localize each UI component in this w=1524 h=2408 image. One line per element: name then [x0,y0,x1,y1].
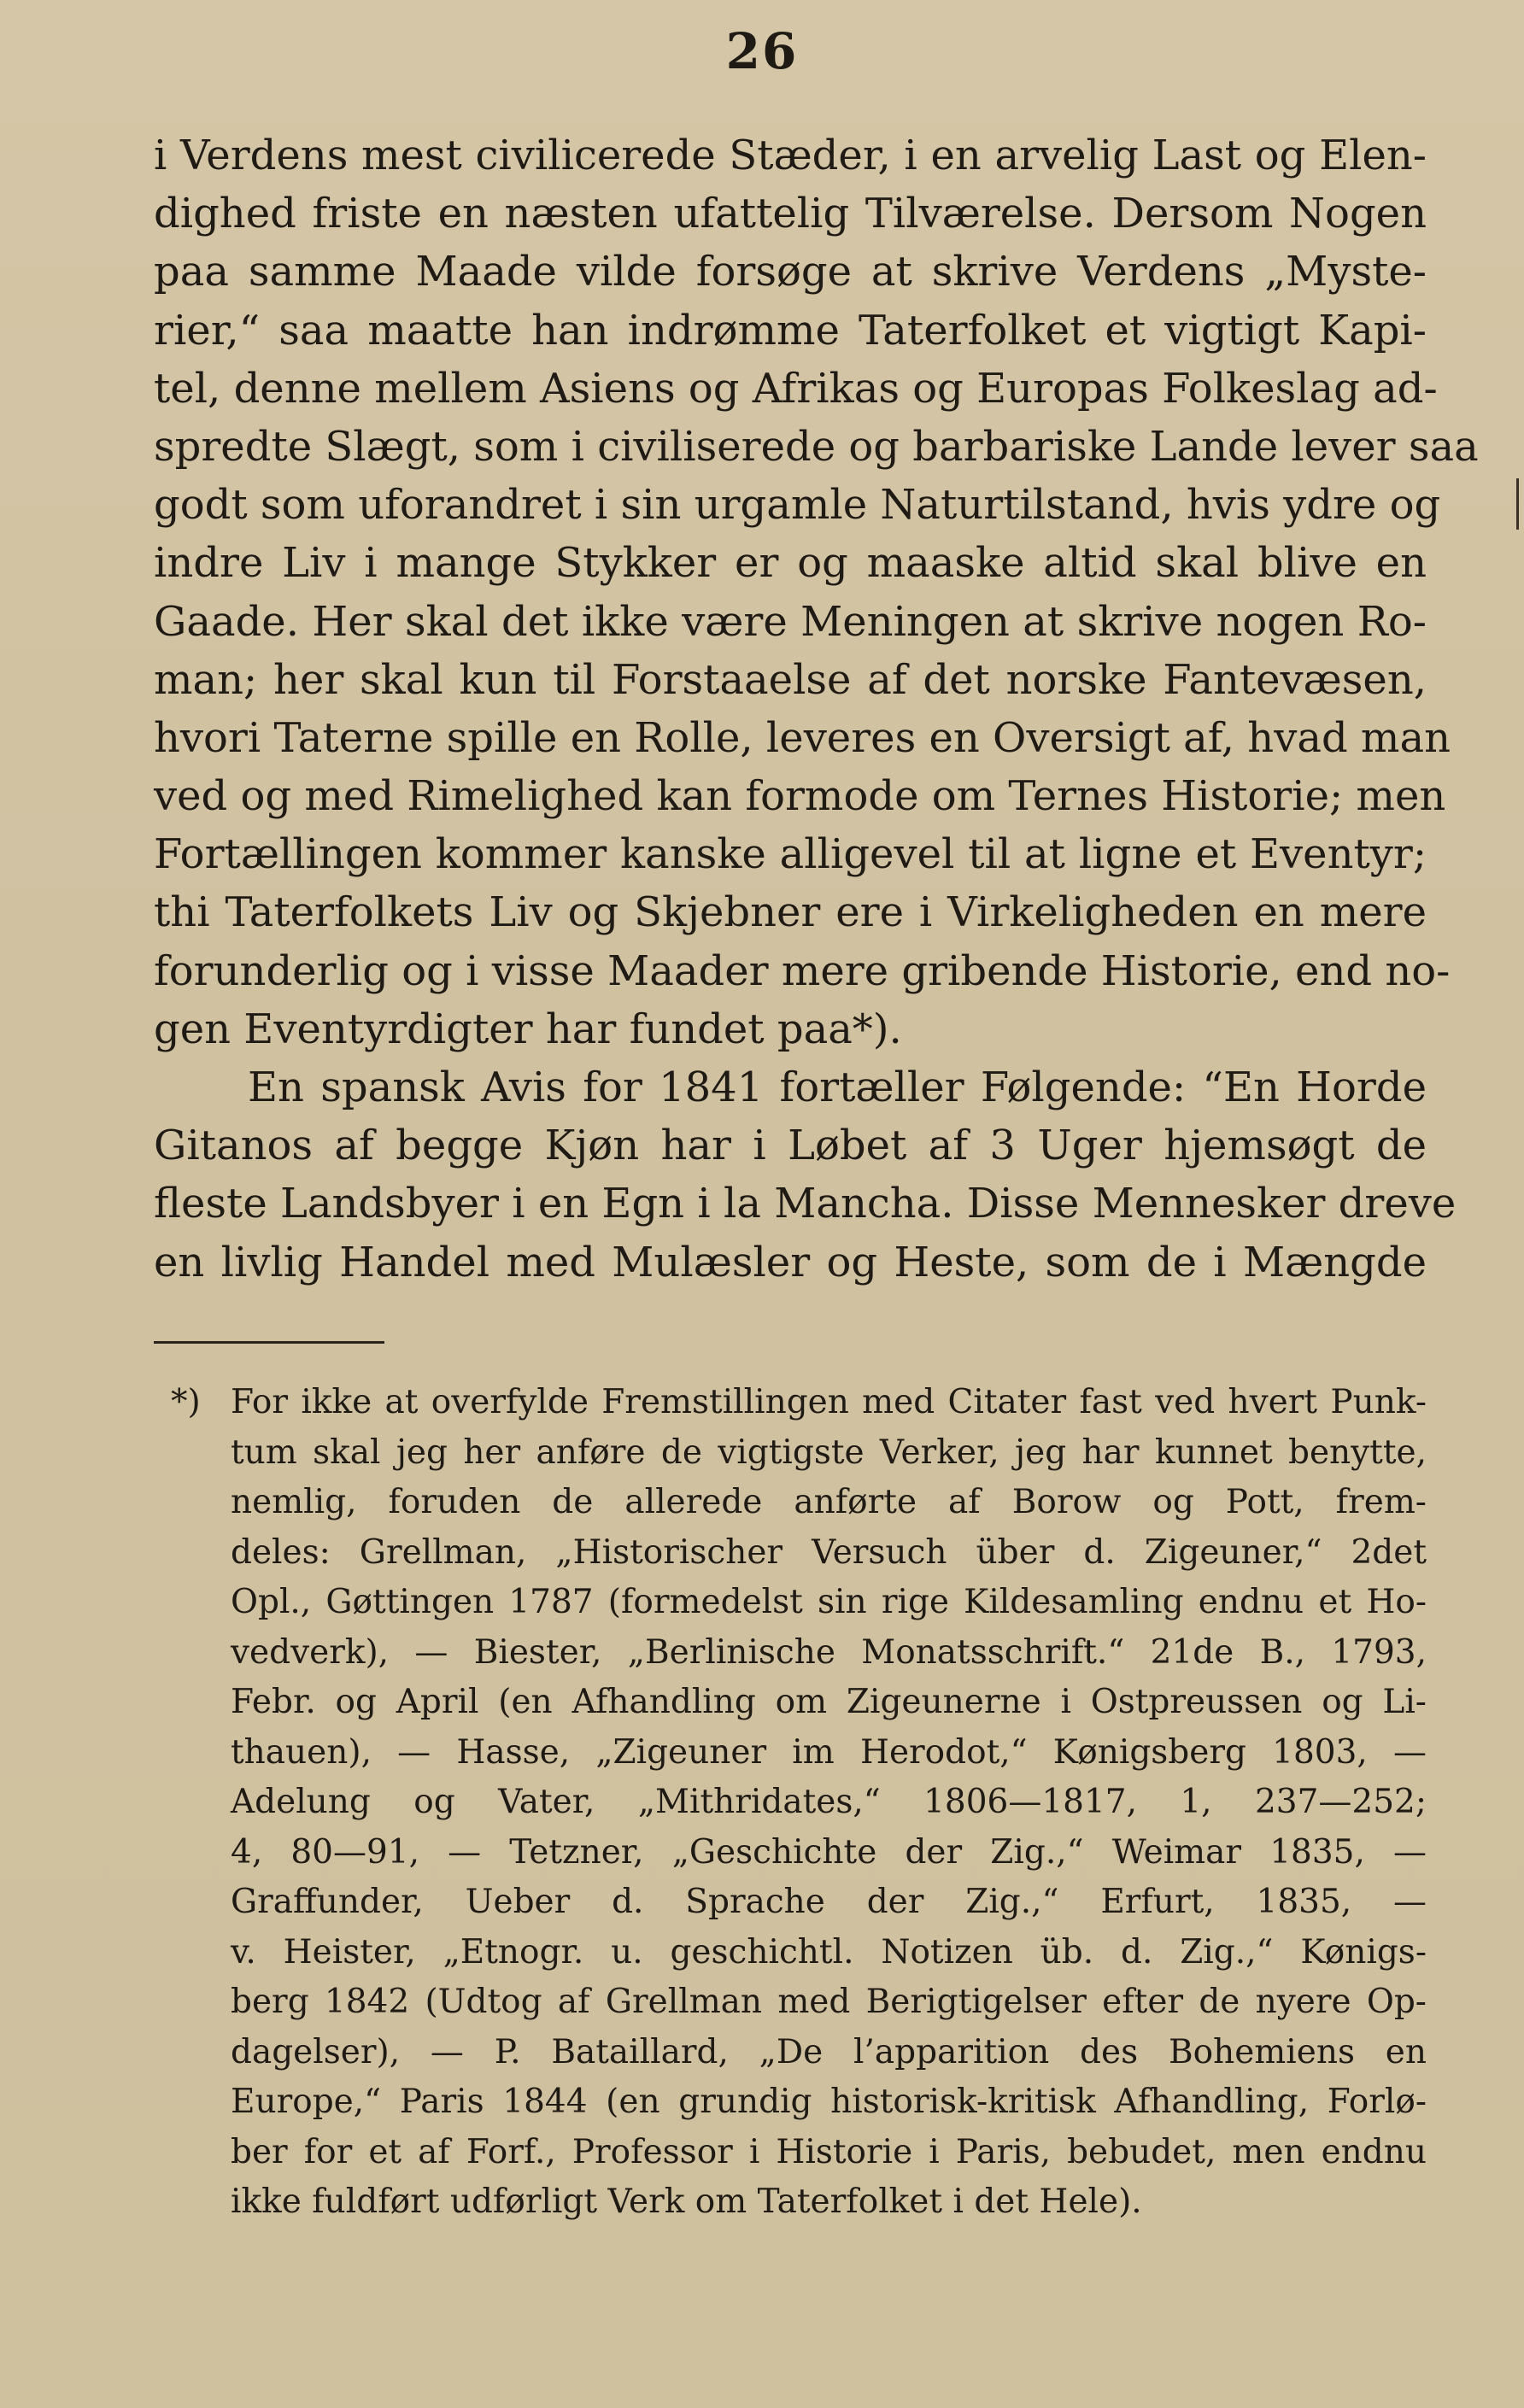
text-line: tel, denne mellem Asiens og Afrikas og Europas Folkeslag ad- [154,364,1438,413]
footnote-line: ber for et af Forf., Professor i Historie i Paris, bebudet, men endnu [231,2132,1427,2171]
footnote-marker: *) [171,1383,201,1421]
text-line: indre Liv i mange Stykker er og maaske altid skal blive en [154,539,1427,588]
text-line: godt som uforandret i sin urgamle Naturtilstand, hvis ydre og [154,481,1441,530]
footnote-line: Europe,“ Paris 1844 (en grundig historisk-kritisk Afhandling, Forlø- [231,2083,1427,2121]
footnote-line [171,1378,1427,1428]
text-line: dighed friste en næsten ufattelig Tilværelse. Dersom Nogen [154,190,1427,238]
footnote-line: deles: Grellman, „Historischer Versuch über d. Zigeuner,“ 2det [231,1532,1427,1572]
page-edge-mark [1516,478,1519,530]
text-line: thi Taterfolkets Liv og Skjebner ere i Virkeligheden en mere [154,888,1427,937]
footnote-line: tum skal jeg her anføre de vigtigste Verker, jeg har kunnet benytte, [231,1432,1427,1472]
text-line: gen Eventyrdigter har fundet paa*). [154,1005,902,1053]
text-line: Gaade. Her skal det ikke være Meningen at skrive nogen Ro- [154,597,1427,646]
main-text [154,126,1479,1292]
footnote [171,1378,1427,2228]
footnote-line: Opl., Gøttingen 1787 (formedelst sin rige Kildesamling endnu et Ho- [231,1583,1427,1621]
text-line: fleste Landsbyer i en Egn i la Mancha. Disse Mennesker dreve [154,1180,1457,1228]
footnote-line: Graffunder, Ueber d. Sprache der Zig.,“ Erfurt, 1835, — [231,1883,1427,1921]
text-line: rier,“ saa maatte han indrømme Taterfolket et vigtigt Kapi- [154,306,1427,354]
text-line: man; her skal kun til Forstaaelse af det norske Fantevæsen, [154,655,1427,704]
text-line: ved og med Rimelighed kan formode om Ternes Historie; men [154,772,1446,821]
text-line: hvori Taterne spille en Rolle, leveres en Oversigt af, hvad man [154,713,1451,762]
footnote-line: Adelung og Vater, „Mithridates,“ 1806—1817, 1, 237—252; [231,1783,1427,1821]
footnote-line-text: For ikke at overfylde Fremstillingen med Citater fast ved hvert Punk- [231,1383,1427,1421]
text-line: paa samme Maade vilde forsøge at skrive Verdens „Myste- [154,248,1427,296]
footnote-line: 4, 80—91, — Tetzner, „Geschichte der Zig.,“ Weimar 1835, — [231,1832,1427,1872]
footnote-line: Febr. og April (en Afhandling om Zigeunerne i Ostpreussen og Li- [231,1683,1427,1721]
page-number: 26 [725,22,799,80]
footnote-line: ikke fuldført udførligt Verk om Taterfolket i det Hele). [231,2182,1142,2221]
paragraph-start-line: En spansk Avis for 1841 fortæller Følgende: “En Horde [248,1063,1427,1111]
text-line: forunderlig og i visse Maader mere gribende Historie, end no- [154,946,1451,995]
footnote-line: v. Heister, „Etnogr. u. geschichtl. Notizen üb. d. Zig.,“ Kønigs- [231,1932,1427,1972]
footnote-line: nemlig, foruden de allerede anførte af Borow og Pott, frem- [231,1483,1427,1521]
text-line: en livlig Handel med Mulæsler og Heste, som de i Mængde [154,1238,1427,1286]
footnote-line: dagelser), — P. Bataillard, „De l’apparition des Bohemiens en [231,2032,1427,2071]
text-line: Fortællingen kommer kanske alligevel til at ligne et Eventyr; [154,830,1427,879]
footnote-line: berg 1842 (Udtog af Grellman med Berigtigelser efter de nyere Op- [231,1983,1427,2021]
text-line: Gitanos af begge Kjøn har i Løbet af 3 Uger hjemsøgt de [154,1122,1427,1170]
footnote-line: vedverk), — Biester, „Berlinische Monatsschrift.“ 21de B., 1793, [231,1632,1427,1672]
text-line: i Verdens mest civilicerede Stæder, i en arvelig Last og Elen- [154,132,1427,179]
footnote-separator [154,1341,384,1344]
footnote-line: thauen), — Hasse, „Zigeuner im Herodot,“ Kønigsberg 1803, — [231,1732,1427,1772]
text-line: spredte Slægt, som i civiliserede og barbariske Lande lever saa [154,422,1479,471]
